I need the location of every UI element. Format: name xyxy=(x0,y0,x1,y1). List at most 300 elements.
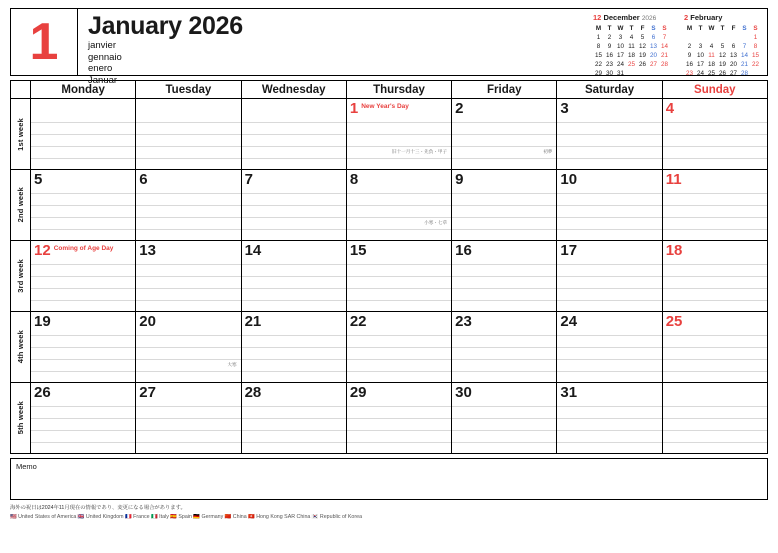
calendar-header xyxy=(10,8,768,86)
page-title: January 2026 xyxy=(88,12,243,40)
day-writing-rule xyxy=(136,347,240,348)
week-row xyxy=(11,99,767,170)
week-label-corner xyxy=(11,81,31,98)
day-writing-rule xyxy=(242,205,346,206)
day-lunar-note: 初夢 xyxy=(543,149,553,154)
mini-day-cell: 28 xyxy=(660,60,668,68)
day-writing-rule xyxy=(242,134,346,135)
day-cell[interactable] xyxy=(242,170,347,240)
week-label xyxy=(11,241,31,311)
weekday-header-wednesday: Wednesday xyxy=(242,81,347,98)
day-writing-rule xyxy=(663,205,767,206)
mini-day-cell xyxy=(626,70,637,79)
day-writing-rule xyxy=(31,122,135,123)
day-cell[interactable] xyxy=(452,170,557,240)
mini-week-row xyxy=(684,70,761,79)
day-writing-rule xyxy=(136,430,240,431)
day-writing-rule xyxy=(557,418,661,419)
day-writing-rule xyxy=(557,217,661,218)
mini-day-cell: 27 xyxy=(649,60,657,68)
day-writing-rule xyxy=(663,193,767,194)
mini-month-year: 2026 xyxy=(641,15,657,22)
day-writing-rule xyxy=(347,406,451,407)
week-label-text: 3rd week xyxy=(16,259,25,293)
week-label-text: 1st week xyxy=(16,117,25,151)
day-writing-rule xyxy=(242,442,346,443)
mini-day-cell: 15 xyxy=(751,51,759,59)
mini-day-cell: 3 xyxy=(618,33,623,41)
day-cell[interactable] xyxy=(136,383,241,453)
mini-day-cell: 8 xyxy=(753,42,758,50)
mini-day-cell: 4 xyxy=(709,42,714,50)
alt-name-it: gennaio xyxy=(88,51,122,63)
day-number: 15 xyxy=(349,242,367,259)
mini-day-cell: 10 xyxy=(696,51,704,59)
mini-month-name: February xyxy=(690,13,723,22)
day-writing-rule xyxy=(347,442,451,443)
day-writing-rule xyxy=(557,442,661,443)
day-writing-rule xyxy=(557,134,661,135)
day-writing-rule xyxy=(452,347,556,348)
day-cell[interactable] xyxy=(557,99,662,169)
day-cell[interactable] xyxy=(452,383,557,453)
day-writing-rule xyxy=(663,347,767,348)
day-number: 4 xyxy=(665,100,675,117)
day-writing-rule xyxy=(31,134,135,135)
day-writing-rule xyxy=(663,359,767,360)
mini-month-number: 2 xyxy=(684,13,689,22)
weekday-header-friday: Friday xyxy=(452,81,557,98)
day-cell[interactable] xyxy=(347,241,452,311)
mini-day-cell: 12 xyxy=(718,51,726,59)
day-writing-rule xyxy=(663,276,767,277)
mini-day-cell xyxy=(728,34,739,43)
day-number: 13 xyxy=(139,242,156,259)
mini-day-cell: 29 xyxy=(594,69,602,77)
day-writing-rule xyxy=(136,335,240,336)
mini-day-cell: 25 xyxy=(707,69,715,77)
day-cell[interactable] xyxy=(31,383,136,453)
day-writing-rule xyxy=(557,229,661,230)
day-writing-rule xyxy=(347,193,451,194)
mini-day-cell: 14 xyxy=(740,51,748,59)
day-writing-rule xyxy=(663,217,767,218)
week-label-text: 4th week xyxy=(16,330,25,364)
alt-name-de: Januar xyxy=(88,74,118,86)
day-cell[interactable] xyxy=(347,99,452,169)
day-writing-rule xyxy=(136,371,240,372)
mini-dow-cell: T xyxy=(607,24,612,32)
weekday-header-monday: Monday xyxy=(31,81,136,98)
mini-day-cell xyxy=(637,70,648,79)
mini-day-cell: 23 xyxy=(685,69,693,77)
day-number: 10 xyxy=(560,171,578,188)
mini-day-cell: 11 xyxy=(628,42,635,50)
day-writing-rule xyxy=(242,406,346,407)
day-writing-rule xyxy=(663,264,767,265)
day-writing-rule xyxy=(242,264,346,265)
day-cell[interactable] xyxy=(136,99,241,169)
day-number: 8 xyxy=(349,171,359,188)
mini-day-cell: 7 xyxy=(742,42,747,50)
mini-day-cell: 21 xyxy=(660,51,668,59)
day-writing-rule xyxy=(242,193,346,194)
day-writing-rule xyxy=(557,264,661,265)
day-cell[interactable] xyxy=(663,99,767,169)
week-label-text: 5th week xyxy=(16,401,25,435)
month-grid xyxy=(10,80,768,454)
day-writing-rule xyxy=(242,217,346,218)
day-writing-rule xyxy=(663,288,767,289)
mini-dow-cell: F xyxy=(640,24,645,32)
mini-calendar-december xyxy=(593,13,670,79)
day-writing-rule xyxy=(136,442,240,443)
day-number: 21 xyxy=(244,313,262,330)
title-block xyxy=(78,9,593,86)
day-writing-rule xyxy=(347,300,451,301)
mini-day-cell: 1 xyxy=(753,33,758,41)
day-cell[interactable] xyxy=(452,241,557,311)
day-writing-rule xyxy=(452,442,556,443)
day-writing-rule xyxy=(136,158,240,159)
mini-month-name: December xyxy=(603,13,640,22)
mini-day-cell: 31 xyxy=(616,69,624,77)
mini-day-cell: 5 xyxy=(720,42,725,50)
mini-week-row xyxy=(684,34,761,43)
day-writing-rule xyxy=(31,288,135,289)
day-writing-rule xyxy=(136,359,240,360)
day-writing-rule xyxy=(31,347,135,348)
day-cell[interactable] xyxy=(31,99,136,169)
day-writing-rule xyxy=(136,229,240,230)
mini-day-cell: 6 xyxy=(651,33,656,41)
day-writing-rule xyxy=(452,229,556,230)
day-writing-rule xyxy=(347,371,451,372)
day-lunar-note: 大寒 xyxy=(227,362,237,367)
mini-dow-cell: S xyxy=(651,24,656,32)
mini-day-cell: 13 xyxy=(729,51,737,59)
day-writing-rule xyxy=(347,158,451,159)
day-number: 1 xyxy=(349,100,359,117)
day-cell[interactable] xyxy=(452,99,557,169)
mini-week-row xyxy=(684,61,761,70)
day-writing-rule xyxy=(557,359,661,360)
day-writing-rule xyxy=(242,229,346,230)
day-writing-rule xyxy=(663,122,767,123)
day-number: 17 xyxy=(560,242,578,259)
mini-day-cell: 24 xyxy=(616,60,624,68)
day-cell[interactable] xyxy=(557,241,662,311)
mini-day-cell: 16 xyxy=(685,60,693,68)
mini-dow-cell: W xyxy=(617,24,624,32)
day-number: 14 xyxy=(244,242,262,259)
day-lunar-note: 小寒・七草 xyxy=(424,220,448,225)
day-writing-rule xyxy=(136,418,240,419)
day-writing-rule xyxy=(347,264,451,265)
day-writing-rule xyxy=(452,430,556,431)
footer-note: 海外の祝日は2024年11月現在の情報であり、変更になる場合があります。 xyxy=(10,505,186,511)
weekday-header-sunday: Sunday xyxy=(694,83,736,96)
day-writing-rule xyxy=(136,205,240,206)
day-writing-rule xyxy=(347,134,451,135)
day-cell[interactable] xyxy=(557,170,662,240)
day-writing-rule xyxy=(347,217,451,218)
day-writing-rule xyxy=(557,347,661,348)
day-writing-rule xyxy=(136,134,240,135)
mini-week-row xyxy=(684,52,761,61)
day-number: 26 xyxy=(34,384,51,401)
day-writing-rule xyxy=(452,359,556,360)
day-writing-rule xyxy=(557,158,661,159)
mini-dow-cell: T xyxy=(629,24,634,32)
mini-day-cell: 22 xyxy=(751,60,759,68)
week-label xyxy=(11,383,31,453)
mini-day-cell xyxy=(717,34,728,43)
mini-day-cell: 24 xyxy=(696,69,704,77)
day-writing-rule xyxy=(242,371,346,372)
mini-calendar-february-grid xyxy=(684,25,761,79)
mini-day-cell: 30 xyxy=(605,69,613,77)
day-writing-rule xyxy=(347,122,451,123)
day-number: 20 xyxy=(139,313,156,330)
day-number: 29 xyxy=(349,384,367,401)
day-writing-rule xyxy=(452,158,556,159)
day-cell[interactable] xyxy=(31,241,136,311)
day-writing-rule xyxy=(347,288,451,289)
mini-day-cell: 26 xyxy=(718,69,726,77)
mini-day-cell: 10 xyxy=(616,42,624,50)
alt-month-names xyxy=(88,40,593,86)
day-writing-rule xyxy=(242,122,346,123)
day-cell[interactable] xyxy=(31,312,136,382)
day-cell[interactable] xyxy=(347,383,452,453)
mini-dow-cell: M xyxy=(595,24,602,32)
mini-day-cell: 17 xyxy=(616,51,624,59)
mini-day-cell: 14 xyxy=(660,42,668,50)
day-writing-rule xyxy=(31,229,135,230)
mini-week-row xyxy=(593,43,670,52)
mini-day-cell: 25 xyxy=(627,60,635,68)
mini-day-cell: 18 xyxy=(707,60,715,68)
mini-day-cell: 26 xyxy=(638,60,646,68)
day-number: 27 xyxy=(139,384,156,401)
day-writing-rule xyxy=(242,359,346,360)
day-writing-rule xyxy=(452,371,556,372)
day-writing-rule xyxy=(557,276,661,277)
day-number: 31 xyxy=(560,384,578,401)
mini-week-row xyxy=(593,52,670,61)
day-writing-rule xyxy=(663,146,767,147)
day-writing-rule xyxy=(31,264,135,265)
day-cell[interactable] xyxy=(347,312,452,382)
mini-day-cell: 17 xyxy=(696,60,704,68)
day-event-label: New Year's Day xyxy=(361,103,409,110)
day-writing-rule xyxy=(452,418,556,419)
day-writing-rule xyxy=(31,276,135,277)
footer-country-legend: 🇺🇸 United States of America 🇬🇧 United Kingdom 🇫🇷 France 🇮🇹 Italy 🇪🇸 Spain 🇩🇪 Germany 🇨🇳 China 🇭🇰 Hong Kong SAR China 🇰🇷 Republic of Korea xyxy=(10,513,363,520)
mini-day-cell xyxy=(659,70,670,79)
mini-day-cell: 9 xyxy=(687,51,692,59)
day-number: 28 xyxy=(244,384,262,401)
day-writing-rule xyxy=(557,335,661,336)
day-writing-rule xyxy=(31,205,135,206)
mini-day-cell xyxy=(706,34,717,43)
mini-day-cell: 4 xyxy=(629,33,634,41)
mini-calendar-february xyxy=(684,13,761,79)
day-cell[interactable] xyxy=(242,383,347,453)
day-writing-rule xyxy=(136,276,240,277)
week-row xyxy=(11,383,767,453)
footer xyxy=(10,505,768,522)
day-cell[interactable] xyxy=(136,170,241,240)
day-writing-rule xyxy=(663,371,767,372)
day-cell[interactable] xyxy=(31,170,136,240)
day-number: 25 xyxy=(665,313,683,330)
day-writing-rule xyxy=(557,193,661,194)
mini-calendar-december-grid xyxy=(593,25,670,79)
day-writing-rule xyxy=(452,146,556,147)
mini-day-cell: 20 xyxy=(649,51,657,59)
day-number: 16 xyxy=(455,242,472,259)
day-writing-rule xyxy=(347,335,451,336)
day-writing-rule xyxy=(31,442,135,443)
day-writing-rule xyxy=(663,229,767,230)
week-label-text: 2nd week xyxy=(16,187,25,223)
memo-box[interactable] xyxy=(10,458,768,500)
day-cell[interactable] xyxy=(242,312,347,382)
day-cell[interactable] xyxy=(242,241,347,311)
mini-day-cell: 2 xyxy=(607,33,612,41)
mini-day-cell: 8 xyxy=(596,42,601,50)
day-writing-rule xyxy=(31,158,135,159)
day-number: 24 xyxy=(560,313,578,330)
memo-label: Memo xyxy=(16,462,37,471)
mini-week-row xyxy=(593,70,670,79)
day-cell[interactable] xyxy=(242,99,347,169)
mini-dow-cell: F xyxy=(731,24,736,32)
day-writing-rule xyxy=(452,193,556,194)
day-number: 7 xyxy=(244,171,253,188)
mini-day-cell: 12 xyxy=(638,42,646,50)
mini-day-cell xyxy=(739,34,750,43)
day-cell[interactable] xyxy=(663,312,767,382)
month-number-box xyxy=(11,9,78,75)
day-writing-rule xyxy=(347,430,451,431)
day-writing-rule xyxy=(347,276,451,277)
mini-day-cell: 2 xyxy=(687,42,692,50)
day-writing-rule xyxy=(242,347,346,348)
day-writing-rule xyxy=(242,335,346,336)
mini-day-cell: 3 xyxy=(698,42,703,50)
day-cell[interactable] xyxy=(557,312,662,382)
day-cell[interactable] xyxy=(663,241,767,311)
day-writing-rule xyxy=(31,335,135,336)
day-writing-rule xyxy=(452,276,556,277)
day-writing-rule xyxy=(136,264,240,265)
day-cell[interactable] xyxy=(663,383,767,453)
day-writing-rule xyxy=(663,406,767,407)
mini-day-cell: 7 xyxy=(662,33,667,41)
day-number: 3 xyxy=(560,100,569,117)
mini-day-cell: 20 xyxy=(729,60,737,68)
day-writing-rule xyxy=(663,300,767,301)
week-label xyxy=(11,312,31,382)
day-writing-rule xyxy=(31,300,135,301)
day-writing-rule xyxy=(347,229,451,230)
day-writing-rule xyxy=(452,406,556,407)
day-writing-rule xyxy=(242,430,346,431)
mini-day-cell: 5 xyxy=(640,33,645,41)
day-cell[interactable] xyxy=(557,383,662,453)
mini-dow-cell: T xyxy=(720,24,725,32)
mini-day-cell: 21 xyxy=(740,60,748,68)
day-cell[interactable] xyxy=(663,170,767,240)
day-writing-rule xyxy=(452,264,556,265)
day-cell[interactable] xyxy=(136,312,241,382)
mini-dow-cell: S xyxy=(742,24,747,32)
day-writing-rule xyxy=(347,205,451,206)
mini-dow-cell: T xyxy=(698,24,703,32)
day-writing-rule xyxy=(31,193,135,194)
mini-day-cell: 6 xyxy=(731,42,736,50)
day-writing-rule xyxy=(452,288,556,289)
week-row xyxy=(11,170,767,241)
day-writing-rule xyxy=(663,430,767,431)
mini-day-cell xyxy=(695,34,706,43)
day-writing-rule xyxy=(136,146,240,147)
day-number: 5 xyxy=(34,171,43,188)
mini-day-cell: 11 xyxy=(708,51,715,59)
day-number: 12 xyxy=(34,242,51,259)
day-lunar-note: 旧十一月十三・先負・甲子 xyxy=(391,149,448,154)
day-writing-rule xyxy=(557,146,661,147)
mini-day-cell: 16 xyxy=(605,51,613,59)
day-writing-rule xyxy=(557,300,661,301)
day-number: 9 xyxy=(455,171,464,188)
day-writing-rule xyxy=(663,158,767,159)
mini-dow-row xyxy=(684,25,761,34)
week-row xyxy=(11,312,767,383)
day-number: 23 xyxy=(455,313,472,330)
weekday-header-thursday: Thursday xyxy=(347,81,452,98)
day-cell[interactable] xyxy=(452,312,557,382)
day-number: 11 xyxy=(665,171,682,188)
day-writing-rule xyxy=(136,122,240,123)
mini-day-cell xyxy=(750,70,761,79)
day-writing-rule xyxy=(242,288,346,289)
day-writing-rule xyxy=(452,335,556,336)
day-writing-rule xyxy=(663,134,767,135)
weekday-header-tuesday: Tuesday xyxy=(136,81,241,98)
day-cell[interactable] xyxy=(136,241,241,311)
day-writing-rule xyxy=(136,193,240,194)
day-writing-rule xyxy=(557,122,661,123)
day-writing-rule xyxy=(663,335,767,336)
month-number: 1 xyxy=(29,13,59,71)
mini-calendars xyxy=(593,9,767,75)
day-writing-rule xyxy=(242,300,346,301)
mini-dow-cell: S xyxy=(753,24,758,32)
mini-dow-row xyxy=(593,25,670,34)
weekday-header-saturday: Saturday xyxy=(557,81,662,98)
day-cell[interactable] xyxy=(347,170,452,240)
mini-day-cell: 15 xyxy=(594,51,602,59)
mini-day-cell xyxy=(648,70,659,79)
mini-day-cell: 1 xyxy=(596,33,601,41)
mini-day-cell: 19 xyxy=(638,51,646,59)
mini-dow-cell: M xyxy=(686,24,693,32)
day-writing-rule xyxy=(31,146,135,147)
